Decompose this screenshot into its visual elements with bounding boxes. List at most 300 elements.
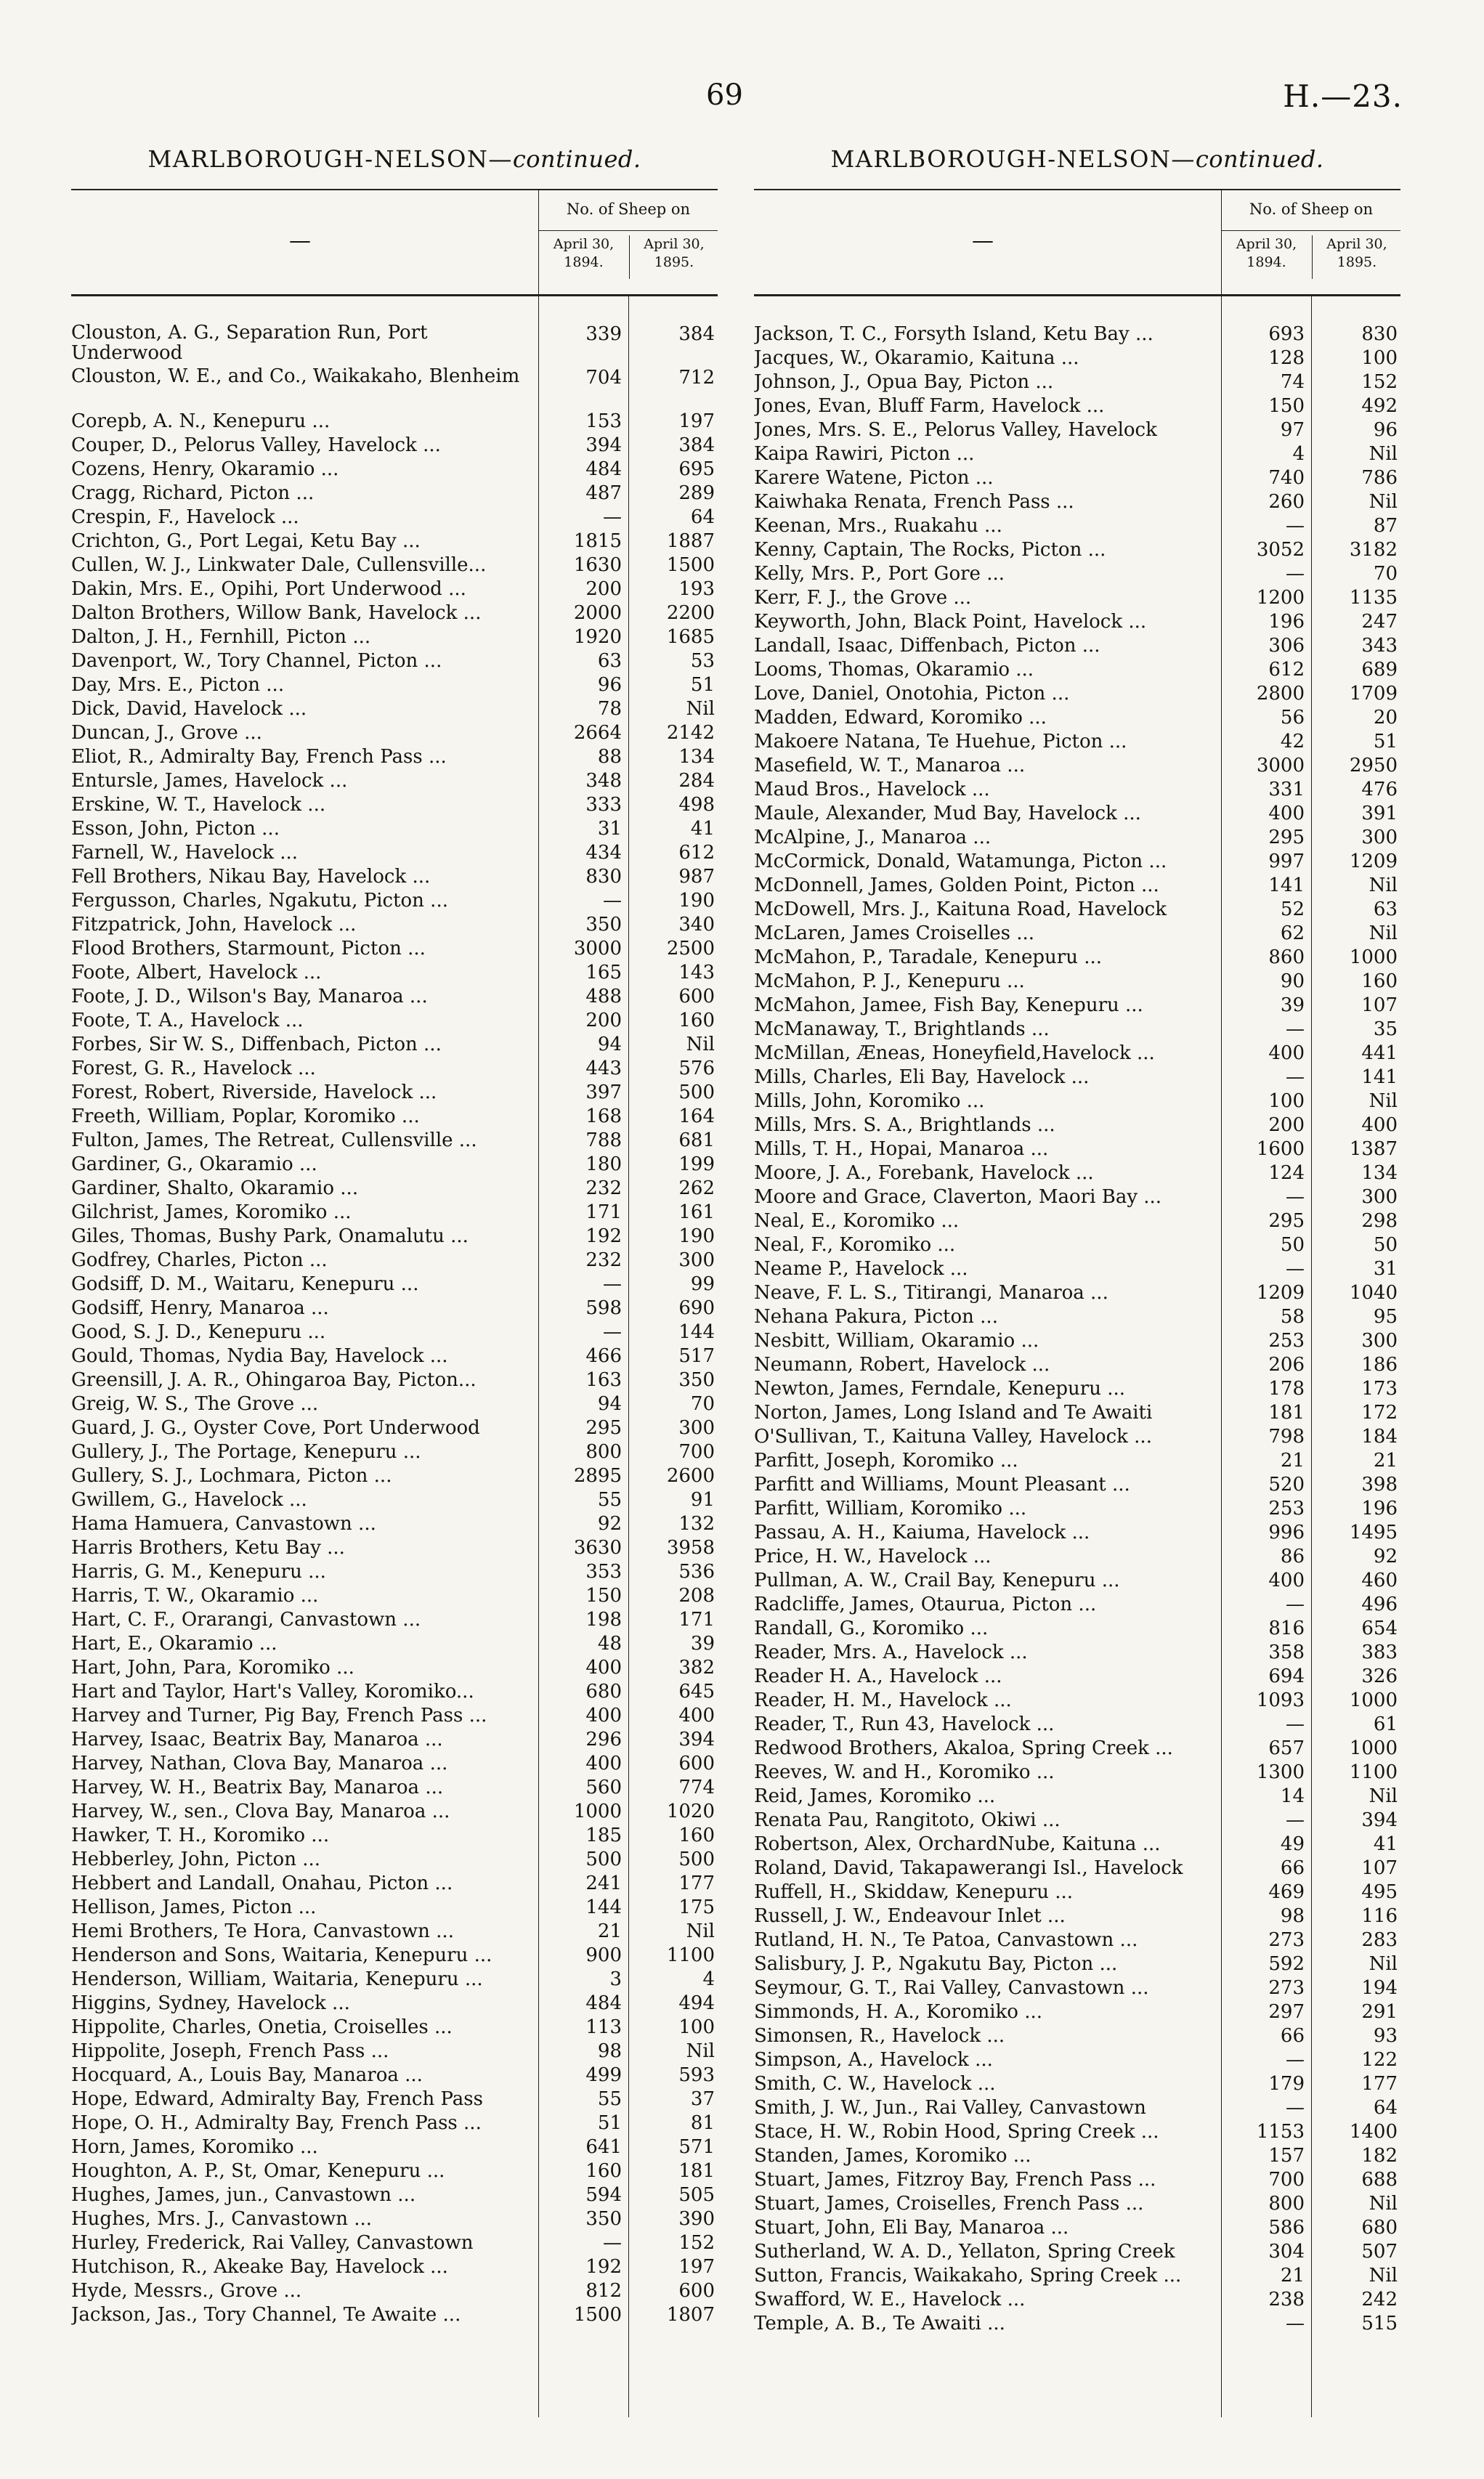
table-row xyxy=(71,649,718,673)
table-row xyxy=(754,466,1400,490)
sheep-1894: 141 xyxy=(1268,875,1305,896)
sheep-1895: Nil xyxy=(1369,1090,1398,1112)
sheep-1895: 300 xyxy=(678,1417,715,1439)
sheep-1894: 1500 xyxy=(573,2304,622,2326)
owner-name: Greig, W. S., The Grove ... xyxy=(71,1393,319,1415)
sheep-1894: 353 xyxy=(585,1561,622,1583)
owner-name: Harvey, Isaac, Beatrix Bay, Manaroa ... xyxy=(71,1729,443,1750)
owner-name: Hughes, Mrs. J., Canvastown ... xyxy=(71,2208,373,2230)
sheep-1894: 400 xyxy=(1268,1042,1305,1064)
sheep-1894: — xyxy=(1286,1258,1305,1280)
table-row xyxy=(754,826,1400,850)
owner-name: Simonsen, R., Havelock ... xyxy=(754,2025,1005,2047)
sheep-1895: 143 xyxy=(678,962,715,983)
owner-name: Dalton Brothers, Willow Bank, Havelock ... xyxy=(71,602,482,624)
table-row xyxy=(754,1737,1400,1761)
table-row xyxy=(71,1848,718,1872)
sheep-1894: 144 xyxy=(585,1896,622,1918)
sheep-1895: 300 xyxy=(678,1249,715,1271)
owner-name: Reader, T., Run 43, Havelock ... xyxy=(754,1713,1055,1735)
sheep-1894: 74 xyxy=(1280,371,1305,393)
sheep-1894: 487 xyxy=(585,482,622,504)
sheep-1894: 63 xyxy=(597,650,622,672)
sheep-1895: 173 xyxy=(1361,1378,1398,1400)
sheep-1895: 394 xyxy=(678,1729,715,1750)
sheep-1894: 86 xyxy=(1280,1546,1305,1567)
table-row xyxy=(71,1440,718,1464)
table-row xyxy=(754,1976,1400,2000)
table-row xyxy=(754,514,1400,538)
sheep-1895: 107 xyxy=(1361,994,1398,1016)
table-row xyxy=(71,1992,718,2016)
owner-name: Randall, G., Koromiko ... xyxy=(754,1618,989,1639)
sheep-1895: 37 xyxy=(690,2088,715,2110)
sheep-1894: 598 xyxy=(585,1297,622,1319)
sheep-1895: 398 xyxy=(1361,1474,1398,1496)
owner-name: Moore and Grace, Claverton, Maori Bay ... xyxy=(754,1186,1162,1208)
table-row xyxy=(754,610,1400,634)
owner-name: Hocquard, A., Louis Bay, Manaroa ... xyxy=(71,2064,423,2086)
sheep-1894: 42 xyxy=(1280,731,1305,752)
sheep-1894: 96 xyxy=(597,674,622,696)
sheep-1894: 469 xyxy=(1268,1881,1305,1903)
owner-name: Henderson, William, Waitaria, Kenepuru ... xyxy=(71,1968,483,1990)
sheep-1895: 517 xyxy=(678,1345,715,1367)
sheep-1895: 830 xyxy=(1361,323,1398,345)
owner-name: Neumann, Robert, Havelock ... xyxy=(754,1354,1050,1376)
table-row xyxy=(71,530,718,553)
owner-name: Entursle, James, Havelock ... xyxy=(71,770,348,792)
owner-name: McLaren, James Croiselles ... xyxy=(754,922,1035,944)
sheep-1895: 122 xyxy=(1361,2049,1398,2071)
sheep-1894: 168 xyxy=(585,1105,622,1127)
table-row xyxy=(71,1297,718,1320)
sheep-1894: 124 xyxy=(1268,1162,1305,1184)
table-row xyxy=(71,841,718,865)
sheep-1895: 1709 xyxy=(1349,683,1398,705)
table-row xyxy=(71,1968,718,1992)
table-row xyxy=(71,1129,718,1153)
owner-name: Harris Brothers, Ketu Bay ... xyxy=(71,1537,345,1559)
sheep-1895: 2600 xyxy=(666,1465,715,1487)
owner-name: Landall, Isaac, Diffenbach, Picton ... xyxy=(754,635,1100,657)
owner-name: Hemi Brothers, Te Hora, Canvastown ... xyxy=(71,1920,454,1942)
owner-name: Kelly, Mrs. P., Port Gore ... xyxy=(754,563,1005,585)
owner-name: Rutland, H. N., Te Patoa, Canvastown ... xyxy=(754,1929,1138,1951)
owner-name: Hawker, T. H., Koromiko ... xyxy=(71,1825,330,1846)
owner-name: Hughes, James, jun., Canvastown ... xyxy=(71,2184,416,2206)
sheep-1895: 190 xyxy=(678,1225,715,1247)
sheep-1894: 500 xyxy=(585,1849,622,1870)
owner-name: Crespin, F., Havelock ... xyxy=(71,506,299,528)
table-row xyxy=(754,1209,1400,1233)
owner-name: Horn, James, Koromiko ... xyxy=(71,2136,318,2158)
table-row xyxy=(71,322,718,366)
owner-name: Flood Brothers, Starmount, Picton ... xyxy=(71,938,426,959)
sheep-1895: 242 xyxy=(1361,2289,1398,2310)
sheep-1895: 199 xyxy=(678,1153,715,1175)
owner-name: Giles, Thomas, Bushy Park, Onamalutu ... xyxy=(71,1225,469,1247)
sheep-1895: 96 xyxy=(1373,419,1398,441)
sheep-1895: 63 xyxy=(1373,898,1398,920)
owner-name: Maud Bros., Havelock ... xyxy=(754,779,990,800)
owner-name: Standen, James, Koromiko ... xyxy=(754,2145,1031,2167)
sheep-1895: 680 xyxy=(1361,2217,1398,2239)
left-table-header xyxy=(71,189,718,296)
table-row xyxy=(754,1928,1400,1952)
left-header-group-label: No. of Sheep on xyxy=(539,190,718,231)
table-row xyxy=(71,1249,718,1273)
table-row xyxy=(754,1281,1400,1305)
table-row xyxy=(754,1377,1400,1401)
left-column xyxy=(71,145,718,2417)
right-title-suffix: continued. xyxy=(1195,145,1324,173)
owner-name: Harvey and Turner, Pig Bay, French Pass ... xyxy=(71,1705,487,1727)
owner-name: Harris, T. W., Okaramio ... xyxy=(71,1585,319,1607)
table-row xyxy=(71,625,718,649)
sheep-1895: 20 xyxy=(1373,707,1398,729)
owner-name: Smith, J. W., Jun., Rai Valley, Canvastown xyxy=(754,2097,1146,2119)
owner-name: Harvey, Nathan, Clova Bay, Manaroa ... xyxy=(71,1753,448,1774)
owner-name: Gullery, J., The Portage, Kenepuru ... xyxy=(71,1441,421,1463)
sheep-1894: 128 xyxy=(1268,347,1305,369)
sheep-1895: 2142 xyxy=(666,722,715,744)
sheep-1895: 654 xyxy=(1361,1618,1398,1639)
sheep-1894: — xyxy=(603,1321,622,1343)
table-row xyxy=(754,1018,1400,1042)
owner-name: Looms, Thomas, Okaramio ... xyxy=(754,659,1034,681)
sheep-1894: 55 xyxy=(597,1489,622,1511)
sheep-1894: 1000 xyxy=(573,1801,622,1822)
table-row xyxy=(754,346,1400,370)
table-row xyxy=(754,370,1400,394)
sheep-1894: 488 xyxy=(585,986,622,1007)
sheep-1895: 1000 xyxy=(1349,1737,1398,1759)
owner-name: Maule, Alexander, Mud Bay, Havelock ... xyxy=(754,803,1141,824)
sheep-1895: Nil xyxy=(1369,443,1398,465)
table-row xyxy=(71,1105,718,1129)
table-row xyxy=(71,434,718,458)
sheep-1894: 92 xyxy=(597,1513,622,1535)
sheep-1894: 66 xyxy=(1280,1857,1305,1879)
sheep-1894: 331 xyxy=(1268,779,1305,800)
sheep-1894: 704 xyxy=(585,367,622,389)
owner-name: Swafford, W. E., Havelock ... xyxy=(754,2289,1026,2310)
table-row xyxy=(71,1536,718,1560)
sheep-1894: 3052 xyxy=(1256,539,1305,561)
sheep-1894: 788 xyxy=(585,1129,622,1151)
sheep-1894: 56 xyxy=(1280,707,1305,729)
sheep-1895: 262 xyxy=(678,1177,715,1199)
table-row xyxy=(71,1033,718,1057)
table-row xyxy=(71,889,718,913)
sheep-1895: 81 xyxy=(690,2112,715,2134)
sheep-1895: 1000 xyxy=(1349,946,1398,968)
owner-name: Seymour, G. T., Rai Valley, Canvastown ... xyxy=(754,1977,1149,1999)
sheep-1895: 476 xyxy=(1361,779,1398,800)
table-row xyxy=(754,1569,1400,1593)
owner-name: Houghton, A. P., St, Omar, Kenepuru ... xyxy=(71,2160,445,2182)
sheep-1895: Nil xyxy=(686,1920,715,1942)
owner-name: Crichton, G., Port Legai, Ketu Bay ... xyxy=(71,530,421,552)
table-row xyxy=(754,1401,1400,1425)
sheep-1894: 295 xyxy=(585,1417,622,1439)
sheep-1895: 384 xyxy=(678,323,715,345)
sheep-1894: — xyxy=(603,1273,622,1295)
sheep-1894: 400 xyxy=(585,1705,622,1727)
owner-name: Harvey, W., sen., Clova Bay, Manaroa ... xyxy=(71,1801,450,1822)
sheep-1894: 200 xyxy=(585,1010,622,1031)
sheep-1895: 1807 xyxy=(666,2304,715,2326)
table-row xyxy=(754,1425,1400,1449)
table-row xyxy=(71,1392,718,1416)
sheep-1895: 1000 xyxy=(1349,1689,1398,1711)
owner-name: Reader, H. M., Havelock ... xyxy=(754,1689,1012,1711)
table-row xyxy=(754,1233,1400,1257)
owner-name: Newton, James, Ferndale, Kenepuru ... xyxy=(754,1378,1126,1400)
sheep-1895: 160 xyxy=(678,1010,715,1031)
sheep-1894: 178 xyxy=(1268,1378,1305,1400)
right-header-group xyxy=(1221,190,1400,296)
table-row xyxy=(754,1042,1400,1066)
sheep-1895: 645 xyxy=(678,1681,715,1703)
sheep-1895: 100 xyxy=(1361,347,1398,369)
sheep-1894: 1630 xyxy=(573,554,622,576)
table-row xyxy=(754,538,1400,562)
sheep-1895: 61 xyxy=(1373,1713,1398,1735)
sheep-1895: 695 xyxy=(678,458,715,480)
table-row xyxy=(71,1704,718,1728)
sheep-1895: 774 xyxy=(678,1777,715,1798)
table-row xyxy=(71,1057,718,1081)
table-row xyxy=(71,1273,718,1297)
owner-name: Keyworth, John, Black Point, Havelock ... xyxy=(754,611,1147,633)
sheep-1894: 113 xyxy=(585,2016,622,2038)
owner-name: Gardiner, G., Okaramio ... xyxy=(71,1153,317,1175)
table-row xyxy=(71,506,718,530)
sheep-1895: 177 xyxy=(1361,2073,1398,2095)
table-row xyxy=(754,490,1400,514)
table-row xyxy=(71,817,718,841)
sheep-1895: Nil xyxy=(1369,491,1398,513)
table-row xyxy=(754,562,1400,586)
sheep-1894: 157 xyxy=(1268,2145,1305,2167)
sheep-1895: 688 xyxy=(1361,2169,1398,2191)
owner-name: Karere Watene, Picton ... xyxy=(754,467,994,489)
owner-name: Clouston, A. G., Separation Run, Port Underwood xyxy=(71,322,428,363)
table-row xyxy=(71,2135,718,2159)
sheep-1894: 358 xyxy=(1268,1642,1305,1663)
owner-name: Neal, E., Koromiko ... xyxy=(754,1210,960,1232)
left-header-group xyxy=(538,190,718,296)
owner-name: Foote, J. D., Wilson's Bay, Manaroa ... xyxy=(71,986,428,1007)
sheep-1895: 144 xyxy=(678,1321,715,1343)
table-row xyxy=(71,2016,718,2040)
sheep-1894: 400 xyxy=(1268,803,1305,824)
owner-name: Mills, T. H., Hopai, Manaroa ... xyxy=(754,1138,1049,1160)
table-row xyxy=(71,937,718,961)
table-row xyxy=(754,730,1400,754)
sheep-1895: 1387 xyxy=(1349,1138,1398,1160)
sheep-1895: 300 xyxy=(1361,1330,1398,1352)
table-row xyxy=(71,793,718,817)
sheep-1894: 900 xyxy=(585,1944,622,1966)
sheep-1894: — xyxy=(1286,2313,1305,2334)
table-row xyxy=(71,2279,718,2303)
sheep-1894: 333 xyxy=(585,794,622,816)
table-row xyxy=(71,1368,718,1392)
table-row xyxy=(71,1680,718,1704)
sheep-1894: 997 xyxy=(1268,851,1305,872)
owner-name: Gwillem, G., Havelock ... xyxy=(71,1489,307,1511)
sheep-1894: 1920 xyxy=(573,626,622,648)
owner-name: Gullery, S. J., Lochmara, Picton ... xyxy=(71,1465,392,1487)
table-row xyxy=(71,1800,718,1824)
sheep-1894: 816 xyxy=(1268,1618,1305,1639)
owner-name: Parfitt and Williams, Mount Pleasant ... xyxy=(754,1474,1130,1496)
table-row xyxy=(754,1665,1400,1689)
table-row xyxy=(754,1809,1400,1833)
owner-name: Fitzpatrick, John, Havelock ... xyxy=(71,914,357,936)
sheep-1894: 51 xyxy=(597,2112,622,2134)
sheep-1895: 689 xyxy=(1361,659,1398,681)
owner-name: Makoere Natana, Te Huehue, Picton ... xyxy=(754,731,1127,752)
owner-name: Gardiner, Shalto, Okaramio ... xyxy=(71,1177,359,1199)
sheep-1894: 241 xyxy=(585,1873,622,1894)
sheep-1894: 3000 xyxy=(573,938,622,959)
left-table-body xyxy=(71,296,718,2417)
sheep-1895: 177 xyxy=(678,1873,715,1894)
owner-name: Redwood Brothers, Akaloa, Spring Creek ... xyxy=(754,1737,1173,1759)
table-row xyxy=(754,1449,1400,1473)
sheep-1895: 340 xyxy=(678,914,715,936)
right-header-col-1894: April 30, 1894. xyxy=(1236,236,1297,270)
sheep-1895: 70 xyxy=(1373,563,1398,585)
table-row xyxy=(71,673,718,697)
sheep-1894: 179 xyxy=(1268,2073,1305,2095)
sheep-1894: 860 xyxy=(1268,946,1305,968)
sheep-1894: 49 xyxy=(1280,1833,1305,1855)
sheep-1895: 300 xyxy=(1361,1186,1398,1208)
sheep-1894: 153 xyxy=(585,410,622,432)
table-row xyxy=(754,1185,1400,1209)
sheep-1895: 87 xyxy=(1373,515,1398,537)
sheep-1894: 657 xyxy=(1268,1737,1305,1759)
table-row xyxy=(754,1090,1400,1113)
sheep-1895: 515 xyxy=(1361,2313,1398,2334)
table-row xyxy=(71,1488,718,1512)
table-row xyxy=(754,1833,1400,1857)
sheep-1894: 253 xyxy=(1268,1498,1305,1520)
table-row xyxy=(754,322,1400,346)
sheep-1895: 64 xyxy=(1373,2097,1398,2119)
owner-name: Renata Pau, Rangitoto, Okiwi ... xyxy=(754,1809,1061,1831)
owner-name: Corepb, A. N., Kenepuru ... xyxy=(71,410,331,432)
table-row xyxy=(71,410,718,434)
owner-name: Reader H. A., Havelock ... xyxy=(754,1665,1002,1687)
owner-name: Clouston, W. E., and Co., Waikakaho, Blenheim xyxy=(71,366,520,386)
table-row xyxy=(754,946,1400,970)
sheep-1895: 700 xyxy=(678,1441,715,1463)
sheep-1894: — xyxy=(603,506,622,528)
sheep-1894: 50 xyxy=(1280,1234,1305,1256)
sheep-1894: 641 xyxy=(585,2136,622,2158)
sheep-1894: 58 xyxy=(1280,1306,1305,1328)
table-row xyxy=(71,2231,718,2255)
sheep-1895: 160 xyxy=(678,1825,715,1846)
sheep-1895: 593 xyxy=(678,2064,715,2086)
sheep-1894: 185 xyxy=(585,1825,622,1846)
owner-name: Mills, Mrs. S. A., Brightlands ... xyxy=(754,1114,1055,1136)
sheep-1894: 48 xyxy=(597,1633,622,1655)
owner-name: Hutchison, R., Akeake Bay, Havelock ... xyxy=(71,2256,448,2278)
table-row xyxy=(71,1944,718,1968)
sheep-1895: 190 xyxy=(678,890,715,912)
table-row xyxy=(71,865,718,889)
sheep-1894: 400 xyxy=(1268,1570,1305,1591)
right-table-header xyxy=(754,189,1400,296)
owner-name: Erskine, W. T., Havelock ... xyxy=(71,794,326,816)
owner-name: Higgins, Sydney, Havelock ... xyxy=(71,1992,350,2014)
table-row xyxy=(754,2144,1400,2168)
owner-name: Jones, Evan, Bluff Farm, Havelock ... xyxy=(754,395,1105,417)
owner-name: Stace, H. W., Robin Hood, Spring Creek ... xyxy=(754,2121,1159,2143)
owner-name: Parfitt, William, Koromiko ... xyxy=(754,1498,1027,1520)
table-row xyxy=(754,1161,1400,1185)
sheep-1895: 1887 xyxy=(666,530,715,552)
sheep-1895: 116 xyxy=(1361,1905,1398,1927)
sheep-1895: 987 xyxy=(678,866,715,888)
sheep-1894: 1209 xyxy=(1256,1282,1305,1304)
right-column xyxy=(754,145,1400,2417)
sheep-1894: 273 xyxy=(1268,1977,1305,1999)
owner-name: Foote, T. A., Havelock ... xyxy=(71,1010,304,1031)
sheep-1895: 41 xyxy=(1373,1833,1398,1855)
sheep-1894: 812 xyxy=(585,2280,622,2302)
table-row xyxy=(754,2048,1400,2072)
table-row xyxy=(71,1320,718,1344)
table-row xyxy=(754,418,1400,442)
sheep-1894: 78 xyxy=(597,698,622,720)
sheep-1894: 1600 xyxy=(1256,1138,1305,1160)
owner-name: Guard, J. G., Oyster Cove, Port Underwood xyxy=(71,1417,480,1439)
owner-name: Freeth, William, Poplar, Koromiko ... xyxy=(71,1105,420,1127)
owner-name: Smith, C. W., Havelock ... xyxy=(754,2073,996,2095)
sheep-1894: 466 xyxy=(585,1345,622,1367)
table-row xyxy=(754,1952,1400,1976)
owner-name: Kaipa Rawiri, Picton ... xyxy=(754,443,975,465)
right-header-dash: — xyxy=(972,228,994,253)
table-row xyxy=(754,970,1400,994)
sheep-1894: 2895 xyxy=(573,1465,622,1487)
owner-name: Hebbert and Landall, Onahau, Picton ... xyxy=(71,1873,453,1894)
sheep-1895: 3958 xyxy=(666,1537,715,1559)
owner-name: Dick, David, Havelock ... xyxy=(71,698,307,720)
sheep-1895: 194 xyxy=(1361,1977,1398,1999)
sheep-1894: 200 xyxy=(585,578,622,600)
sheep-1894: 800 xyxy=(1268,2193,1305,2215)
sheep-1895: 576 xyxy=(678,1058,715,1079)
table-row xyxy=(71,2111,718,2135)
sheep-1895: 600 xyxy=(678,1753,715,1774)
table-row xyxy=(71,1416,718,1440)
table-row xyxy=(754,706,1400,730)
sheep-1895: Nil xyxy=(1369,2193,1398,2215)
sheep-1894: 339 xyxy=(585,323,622,345)
owner-name: Russell, J. W., Endeavour Inlet ... xyxy=(754,1905,1066,1927)
sheep-1894: 66 xyxy=(1280,2025,1305,2047)
table-row xyxy=(71,1201,718,1225)
